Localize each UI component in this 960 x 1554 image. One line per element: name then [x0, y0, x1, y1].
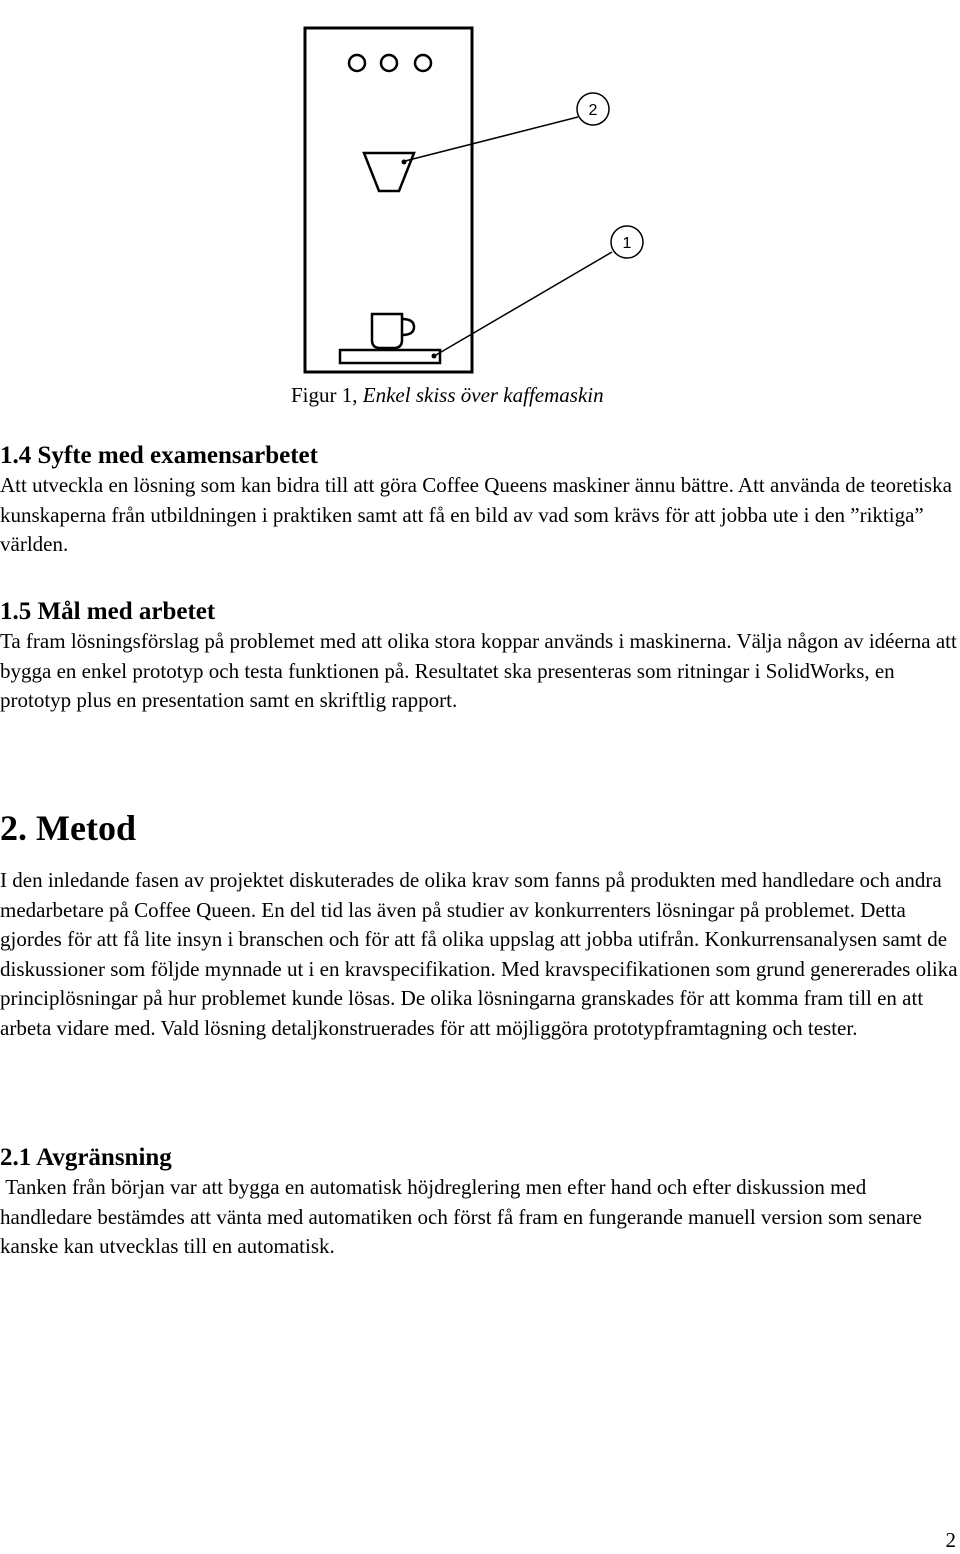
callout-label-2: 2 — [588, 102, 598, 119]
callout-label-1: 1 — [622, 235, 632, 252]
section-heading: 1.5 Mål med arbetet — [0, 598, 216, 625]
machine-button-2 — [381, 55, 397, 71]
section-heading: 2. Metod — [0, 808, 136, 848]
tray-anchor-dot — [432, 354, 437, 359]
section-body: I den inledande fasen av projektet diskuterades de olika krav som fanns på produkten med handledare och andra medarbetare på Coffee Queen. En del tid las även på studier av konkurrenters lösningar på problemet. Detta gjordes för att få lite insyn i branschen och för att få olika uppslag att jobba utifrån. Konkurrensanalysen samt de diskussioner som följde mynnade ut i en kravspecifikation. Med kravspecifikationen som grund genererades olika principlösningar på hur problemet kunde lösas. De olika lösningarna granskades för att komma fram till en att arbeta vidare med. Vald lösning detaljkonstruerades för att möjliggöra prototypframtagning och tester. — [0, 868, 958, 1040]
section-1-4 — [0, 441, 960, 560]
section-1-5 — [0, 597, 960, 716]
drip-tray — [340, 350, 440, 363]
caption-title: Enkel skiss över kaffemaskin — [362, 383, 604, 407]
section-heading: 2.1 Avgränsning — [0, 1144, 172, 1171]
coffee-machine-figure — [290, 20, 670, 380]
cup-shape — [372, 314, 402, 348]
section-2 — [0, 808, 960, 1043]
machine-button-3 — [415, 55, 431, 71]
section-body: Att utveckla en lösning som kan bidra till att göra Coffee Queens maskiner ännu bättre. Att använda de teoretiska kunskaperna från utbildningen i praktiken samt att få en bild av vad som krävs för att jobba ute i den ”riktiga” världen. — [0, 473, 952, 556]
caption-prefix: Figur 1, — [291, 383, 363, 407]
page-number: 2 — [945, 1528, 956, 1552]
machine-button-1 — [349, 55, 365, 71]
section-heading: 1.4 Syfte med examensarbetet — [0, 442, 318, 469]
figure-caption — [291, 381, 604, 409]
section-body: Ta fram lösningsförslag på problemet med att olika stora koppar används i maskinerna. Välja någon av idéerna att bygga en enkel prototyp och testa funktionen på. Resultatet ska presenteras som ritningar i SolidWorks, en prototyp plus en presentation samt en skriftlig rapport. — [0, 629, 957, 712]
section-body: Tanken från början var att bygga en automatisk höjdreglering men efter hand och efter diskussion med handledare bestämdes att vänta med automatiken och först få fram en fungerande manuell version som senare kanske kan utvecklas till en automatisk. — [0, 1175, 928, 1258]
section-2-1 — [0, 1143, 960, 1262]
